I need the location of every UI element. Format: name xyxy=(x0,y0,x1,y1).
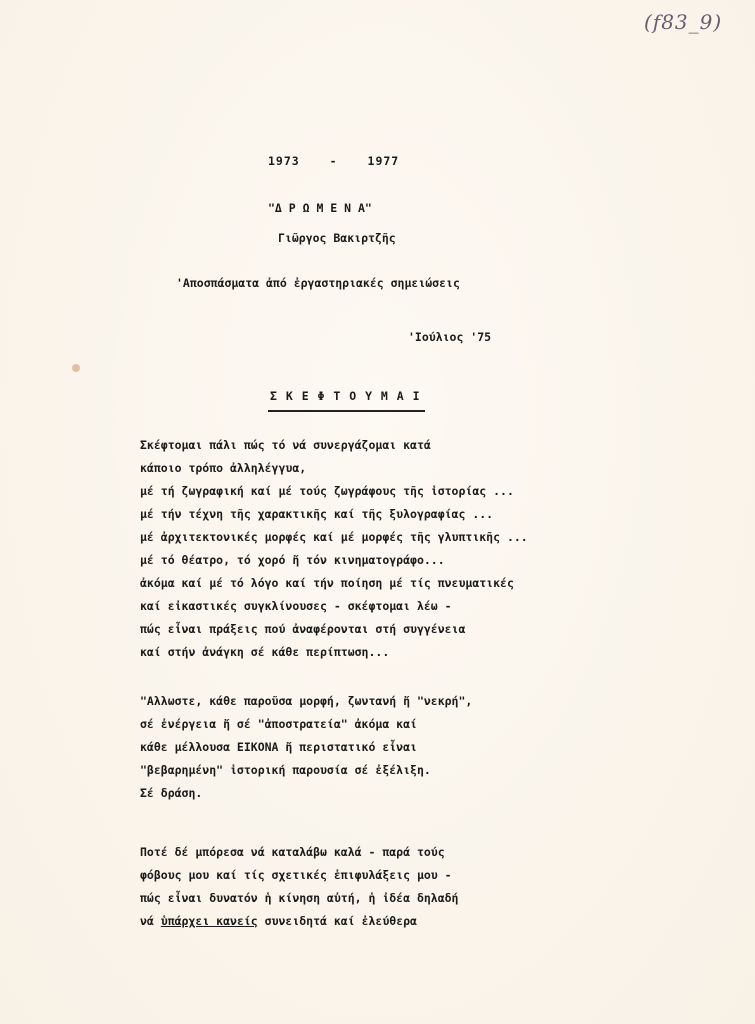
section-title: Σ Κ Ε Φ Τ Ο Υ Μ Α Ι xyxy=(270,389,421,403)
line-suffix: συνειδητά καί ἐλεύθερα xyxy=(257,914,417,928)
underlined-phrase: ὑπάρχει κανείς xyxy=(160,914,258,928)
paragraph-line: μέ ἀρχιτεκτονικές μορφές καί μέ μορφές τῆς γλυπτικῆς ... xyxy=(140,530,528,544)
document-title: "Δ Ρ Ω Μ Ε Ν Α" xyxy=(268,201,372,215)
paragraph-line: κάθε μέλλουσα ΕΙΚΟΝΑ ἤ περιστατικό εἶναι xyxy=(140,740,417,754)
line-prefix: νά xyxy=(140,914,161,928)
paragraph-line: σέ ἐνέργεια ἤ σέ "ἀποστρατεία" ἀκόμα καί xyxy=(140,717,417,731)
paragraph-2 xyxy=(140,690,472,805)
paragraph-line: καί εἰκαστικές συγκλίνουσες - σκέφτομαι λέω - xyxy=(140,599,452,613)
paragraph-line: μέ τήν τέχνη τῆς χαρακτικῆς καί τῆς ξυλογραφίας ... xyxy=(140,507,494,521)
handwritten-archive-note: (f83_9) xyxy=(644,10,723,34)
paragraph-line: πώς εἶναι δυνατόν ἡ κίνηση αὐτή, ἡ ἰδέα δηλαδή xyxy=(140,891,459,905)
paragraph-3 xyxy=(140,841,459,933)
paragraph-line: καί στήν ἀνάγκη σέ κάθε περίπτωση... xyxy=(140,645,390,659)
year-start: 1973 xyxy=(268,154,300,168)
paragraph-line: Ποτέ δέ μπόρεσα νά καταλάβω καλά - παρά τούς xyxy=(140,845,445,859)
paper-stain xyxy=(72,364,80,372)
document-subtitle: 'Αποσπάσματα ἀπό ἐργαστηριακές σημειώσεις xyxy=(176,276,460,290)
paragraph-1 xyxy=(140,434,528,664)
paragraph-line: "Αλλωστε, κάθε παροῦσα μορφή, ζωντανή ἤ "νεκρή", xyxy=(140,694,473,708)
paragraph-line: Σκέφτομαι πάλι πώς τό νά συνεργάζομαι κατά xyxy=(140,438,431,452)
year-dash: - xyxy=(329,154,338,168)
paragraph-line: πώς εἶναι πράξεις πού ἀναφέρονται στή συγγένεια xyxy=(140,622,466,636)
year-end: 1977 xyxy=(367,154,400,168)
paragraph-line: μέ τή ζωγραφική καί μέ τούς ζωγράφους τῆς ἱστορίας ... xyxy=(140,484,514,498)
section-title-underline xyxy=(268,410,425,412)
paragraph-line: μέ τό θέατρο, τό χορό ἤ τόν κινηματογράφο... xyxy=(140,553,445,567)
year-range xyxy=(268,154,399,168)
paragraph-line: φόβους μου καί τίς σχετικές ἐπιφυλάξεις μου - xyxy=(140,868,452,882)
author-name: Γιῶργος Βακιρτζῆς xyxy=(278,231,396,245)
paragraph-line-last xyxy=(140,910,459,933)
paragraph-line: κάποιο τρόπο ἀλληλέγγυα, xyxy=(140,461,307,475)
paragraph-line: "βεβαρημένη" ἱστορική παρουσία σέ ἐξέλιξη. xyxy=(140,763,431,777)
paragraph-line: ἀκόμα καί μέ τό λόγο καί τήν ποίηση μέ τίς πνευματικές xyxy=(140,576,514,590)
document-date: 'Ιούλιος '75 xyxy=(408,330,492,344)
paragraph-line: Σέ δράση. xyxy=(140,786,203,800)
